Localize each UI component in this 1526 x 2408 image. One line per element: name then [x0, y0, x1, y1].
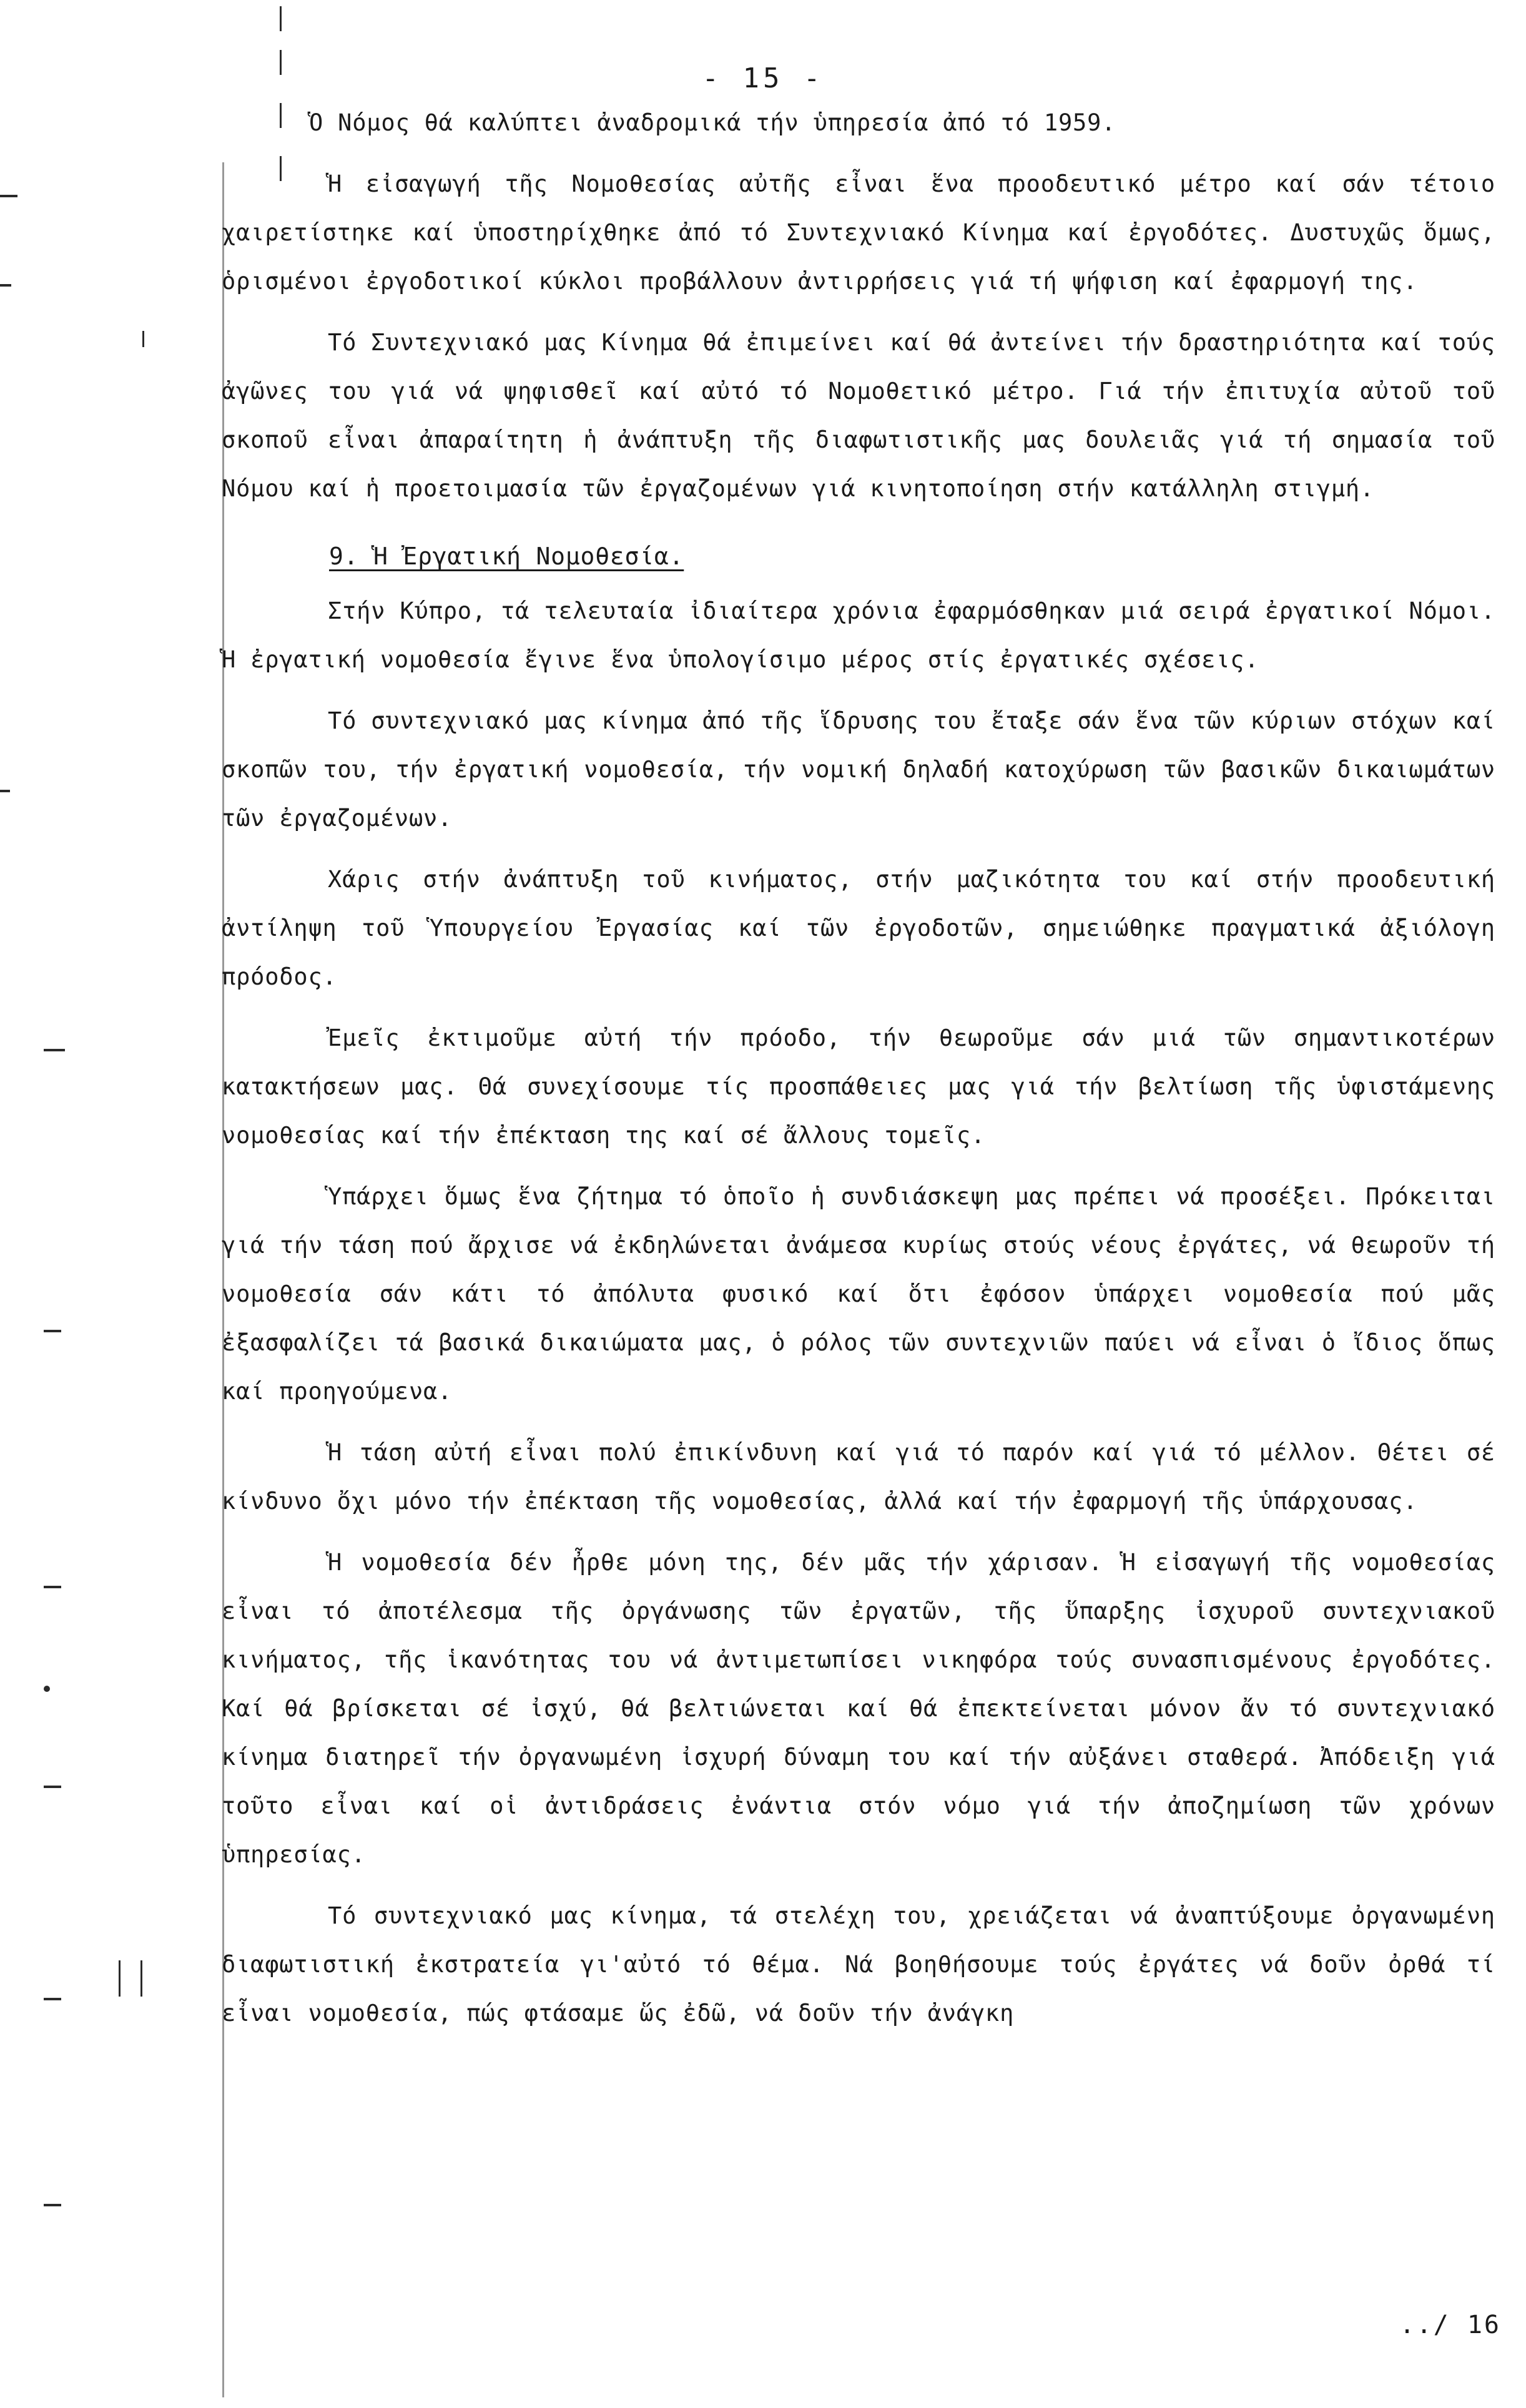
scan-mark — [0, 790, 10, 792]
scan-mark — [140, 1960, 142, 1997]
scan-mark — [119, 1960, 121, 1997]
scan-mark — [44, 1330, 61, 1332]
paragraph: Ἐμεῖς ἐκτιμοῦμε αὐτή τήν πρόοδο, τήν θεωροῦμε σάν μιά τῶν σημαντικοτέρων κατακτήσεων μας. Θά συνεχίσουμε τίς προσπάθειες μας γιά τήν βελτίωση τῆς ὑφιστάμενης νομοθεσίας καί τήν ἐπέκταση της καί σέ ἄλλους τομεῖς. — [222, 1025, 1495, 1149]
paragraph: Ἡ εἰσαγωγή τῆς Νομοθεσίας αὐτῆς εἶναι ἕνα προοδευτικό μέτρο καί σάν τέτοιο χαιρετίστηκε καί ὑποστηρίχθηκε ἀπό τό Συντεχνιακό Κίνημα καί ἐργοδότες. Δυστυχῶς ὅμως, ὁρισμένοι ἐργοδοτικοί κύκλοι προβάλλουν ἀντιρρήσεις γιά τή ψήφιση καί ἐφαρμογή της. — [222, 170, 1495, 295]
scan-mark — [44, 1998, 61, 2000]
scan-mark — [44, 2204, 61, 2206]
scan-mark — [0, 284, 11, 287]
paragraph: Ὁ Νόμος θά καλύπτει ἀναδρομικά τήν ὑπηρεσία ἀπό τό 1959. — [309, 109, 1116, 136]
page-number: - 15 - — [702, 62, 824, 94]
continuation-marker: ../ 16 — [1399, 2311, 1501, 2339]
scan-mark — [44, 1586, 61, 1588]
scan-mark — [44, 1049, 65, 1051]
scan-mark — [142, 331, 144, 347]
paragraph: Τό συντεχνιακό μας κίνημα, τά στελέχη του, χρειάζεται νά ἀναπτύξουμε ὀργανωμένη διαφωτιστική ἐκστρατεία γι'αὐτό τό θέμα. Νά βοηθήσουμε τούς ἐργάτες νά δοῦν ὀρθά τί εἶναι νομοθεσία, πώς φτάσαμε ὥς ἐδῶ, νά δοῦν τήν ἀνάγκη — [222, 1902, 1495, 2027]
body-text — [222, 99, 1495, 2050]
scan-mark — [280, 6, 282, 31]
scan-mark — [44, 1786, 61, 1788]
paragraph: Ἡ νομοθεσία δέν ἦρθε μόνη της, δέν μᾶς τήν χάρισαν. Ἡ εἰσαγωγή τῆς νομοθεσίας εἶναι τό ἀποτέλεσμα τῆς ὀργάνωσης τῶν ἐργατῶν, τῆς ὕπαρξης ἰσχυροῦ συντεχνιακοῦ κινήματος, τῆς ἱκανότητας του νά ἀντιμετωπίσει νικηφόρα τούς συνασπισμένους ἐργοδότες. Καί θά βρίσκεται σέ ἰσχύ, θά βελτιώνεται καί θά ἐπεκτείνεται μόνον ἄν τό συντεχνιακό κίνημα διατηρεῖ τήν ὀργανωμένη ἰσχυρή δύναμη του καί τήν αὐξάνει σταθερά. Ἀπόδειξη γιά τοῦτο εἶναι καί οἱ ἀντιδράσεις ἐνάντια στόν νόμο γιά τήν ἀποζημίωση τῶν χρόνων ὑπηρεσίας. — [222, 1549, 1495, 1868]
paragraph: Τό Συντεχνιακό μας Κίνημα θά ἐπιμείνει καί θά ἀντείνει τήν δραστηριότητα καί τούς ἀγῶνες του γιά νά ψηφισθεῖ καί αὐτό τό Νομοθετικό μέτρο. Γιά τήν ἐπιτυχία αὐτοῦ τοῦ σκοποῦ εἶναι ἀπαραίτητη ἡ ἀνάπτυξη τῆς διαφωτιστικῆς μας δουλειᾶς γιά τή σημασία τοῦ Νόμου καί ἡ προετοιμασία τῶν ἐργαζομένων γιά κινητοποίηση στήν κατάλληλη στιγμή. — [222, 329, 1495, 502]
paragraph: Τό συντεχνιακό μας κίνημα ἀπό τῆς ἵδρυσης του ἔταξε σάν ἕνα τῶν κύριων στόχων καί σκοπῶν του, τήν ἐργατική νομοθεσία, τήν νομική δηλαδή κατοχύρωση τῶν βασικῶν δικαιωμάτων τῶν ἐργαζομένων. — [222, 707, 1495, 832]
paragraph: Ὑπάρχει ὅμως ἕνα ζήτημα τό ὁποῖο ἡ συνδιάσκεψη μας πρέπει νά προσέξει. Πρόκειται γιά τήν τάση πού ἄρχισε νά ἐκδηλώνεται ἀνάμεσα κυρίως στούς νέους ἐργάτες, νά θεωροῦν τή νομοθεσία σάν κάτι τό ἀπόλυτα φυσικό καί ὅτι ἐφόσον ὑπάρχει νομοθεσία πού μᾶς ἐξασφαλίζει τά βασικά δικαιώματα μας, ὁ ρόλος τῶν συντεχνιῶν παύει νά εἶναι ὁ ἴδιος ὅπως καί προηγούμενα. — [222, 1183, 1495, 1405]
paragraph: Ἡ τάση αὐτή εἶναι πολύ ἐπικίνδυνη καί γιά τό παρόν καί γιά τό μέλλον. Θέτει σέ κίνδυνο ὄχι μόνο τήν ἐπέκταση τῆς νομοθεσίας, ἀλλά καί τήν ἐφαρμογή τῆς ὑπάρχουσας. — [222, 1439, 1495, 1515]
paragraph: Στήν Κύπρο, τά τελευταία ἰδιαίτερα χρόνια ἐφαρμόσθηκαν μιά σειρά ἐργατικοί Νόμοι. Ἡ ἐργατική νομοθεσία ἔγινε ἕνα ὑπολογίσιμο μέρος στίς ἐργατικές σχέσεις. — [222, 597, 1495, 673]
scan-mark — [44, 1686, 50, 1692]
scan-mark — [0, 195, 17, 197]
section-heading: 9. Ἡ Ἐργατική Νομοθεσία. — [329, 543, 684, 570]
paragraph: Χάρις στήν ἀνάπτυξη τοῦ κινήματος, στήν μαζικότητα του καί στήν προοδευτική ἀντίληψη τοῦ Ὑπουργείου Ἐργασίας καί τῶν ἐργοδοτῶν, σημειώθηκε πραγματικά ἀξιόλογη πρόοδος. — [222, 866, 1495, 990]
